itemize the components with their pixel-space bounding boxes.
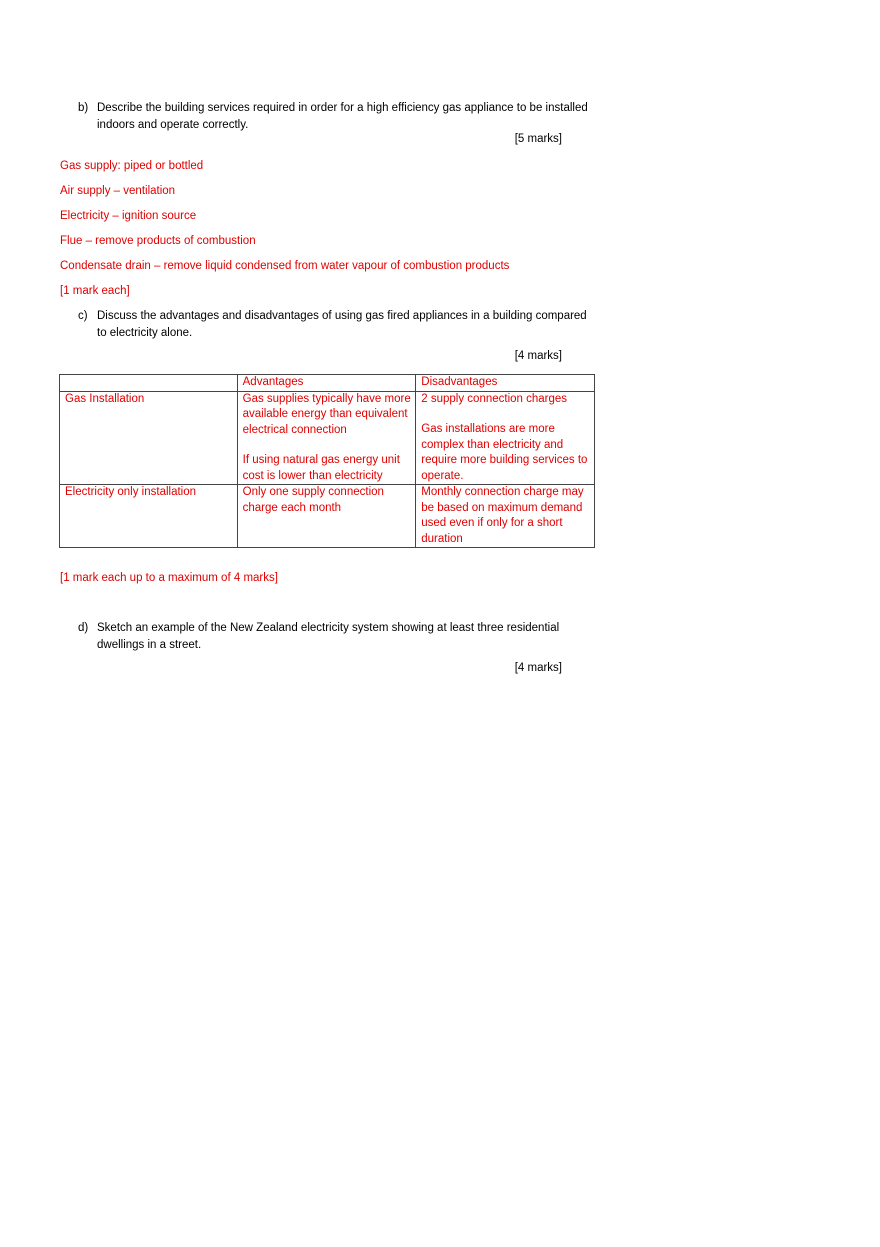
answer-b-electricity: Electricity – ignition source — [60, 210, 197, 222]
table-cell-advantages — [237, 485, 416, 548]
answer-b-gas-supply: Gas supply: piped or bottled — [60, 160, 204, 172]
question-c-marks: [4 marks] — [514, 350, 562, 362]
disadvantage-text: Monthly connection charge may be based on maximum demand used even if only for a short duration — [421, 486, 584, 545]
question-c — [78, 308, 598, 342]
disadvantage-text: 2 supply connection charges — [421, 392, 568, 405]
question-d-label: d) — [78, 622, 89, 634]
table-row-label: Gas Installation — [60, 391, 238, 485]
question-d-marks: [4 marks] — [514, 662, 562, 674]
answer-b-condensate: Condensate drain – remove liquid condensed from water vapour of combustion products — [60, 260, 510, 272]
advantage-text: Gas supplies typically have more available energy than equivalent electrical connection — [242, 392, 411, 436]
comparison-table — [59, 374, 595, 548]
table-cell-disadvantages — [416, 485, 595, 548]
advantage-text: Only one supply connection charge each month — [242, 486, 384, 514]
table-row-label: Electricity only installation — [60, 485, 238, 548]
answer-b-flue: Flue – remove products of combustion — [60, 235, 256, 247]
question-d-text: Sketch an example of the New Zealand electricity system showing at least three residential dwellings in a street. — [97, 622, 560, 651]
question-b-label: b) — [78, 102, 89, 114]
table-row — [60, 391, 595, 485]
question-c-label: c) — [78, 310, 88, 322]
question-b-text: Describe the building services required in order for a high efficiency gas appliance to be installed indoors and operate correctly. — [97, 102, 588, 131]
question-d — [78, 620, 598, 654]
advantage-text: If using natural gas energy unit cost is lower than electricity — [242, 454, 400, 482]
disadvantage-text: Gas installations are more complex than electricity and require more building services to operate. — [421, 423, 588, 482]
question-b — [78, 100, 598, 134]
question-b-marks: [5 marks] — [514, 133, 562, 145]
table-cell-disadvantages — [416, 391, 595, 485]
answer-b-air-supply: Air supply – ventilation — [60, 185, 176, 197]
table-header-empty — [60, 375, 238, 392]
table-row — [60, 485, 595, 548]
table-header-disadvantages: Disadvantages — [416, 375, 595, 392]
answer-b-mark-note: [1 mark each] — [60, 285, 130, 297]
answer-c-mark-note: [1 mark each up to a maximum of 4 marks] — [60, 572, 278, 584]
table-header-row — [60, 375, 595, 392]
table-header-advantages: Advantages — [237, 375, 416, 392]
table-cell-advantages — [237, 391, 416, 485]
question-c-text: Discuss the advantages and disadvantages of using gas fired appliances in a building compared to electricity alone. — [97, 310, 587, 339]
